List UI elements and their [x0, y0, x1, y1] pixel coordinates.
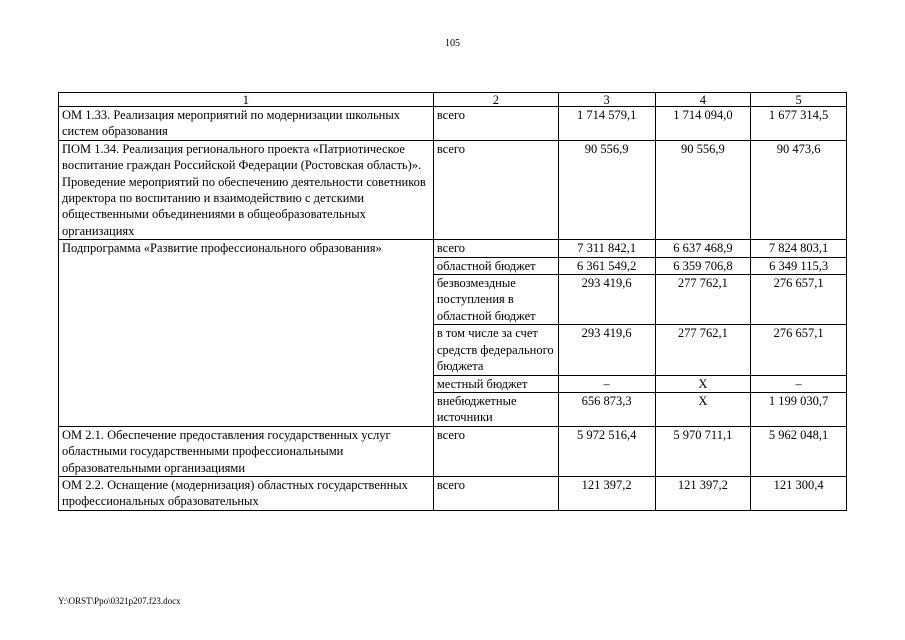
value-col5: 276 657,1	[751, 325, 847, 375]
funding-source: местный бюджет	[433, 375, 558, 392]
funding-source: всего	[433, 240, 558, 257]
value-col3: 1 714 579,1	[558, 107, 655, 141]
value-col3: 90 556,9	[558, 140, 655, 239]
value-col4: 5 970 711,1	[655, 426, 751, 476]
value-col5: 1 677 314,5	[751, 107, 847, 141]
activity-name: ОМ 2.1. Обеспечение предоставления государственных услуг областными государственными профессиональными образовательными организациями	[59, 426, 434, 476]
value-col5: 5 962 048,1	[751, 426, 847, 476]
activity-name: ОМ 1.33. Реализация мероприятий по модернизации школьных систем образования	[59, 107, 434, 141]
funding-source: внебюджетные источники	[433, 392, 558, 426]
value-col3: 5 972 516,4	[558, 426, 655, 476]
value-col4: 6 359 706,8	[655, 257, 751, 274]
table-row	[59, 140, 847, 239]
funding-source: всего	[433, 140, 558, 239]
column-header: 2	[433, 93, 558, 107]
value-col4: 277 762,1	[655, 325, 751, 375]
funding-source: областной бюджет	[433, 257, 558, 274]
value-col4: Х	[655, 392, 751, 426]
file-path-footer: Y:\ORST\Ppo\0321p207.f23.docx	[58, 596, 181, 606]
value-col3: 7 311 842,1	[558, 240, 655, 257]
column-header: 4	[655, 93, 751, 107]
value-col5: 6 349 115,3	[751, 257, 847, 274]
value-col4: 1 714 094,0	[655, 107, 751, 141]
value-col5: –	[751, 375, 847, 392]
value-col5: 7 824 803,1	[751, 240, 847, 257]
value-col4: 90 556,9	[655, 140, 751, 239]
activity-name: ПОМ 1.34. Реализация регионального проекта «Патриотическое воспитание граждан Российской Федерации (Ростовская область)». Проведение мероприятий по обеспечению деятельности советников директора по воспитанию и взаимодействию с детскими общественными объединениями в общеобразовательных организациях	[59, 140, 434, 239]
value-col3: 6 361 549,2	[558, 257, 655, 274]
page-number: 105	[445, 38, 460, 49]
budget-table	[58, 92, 847, 511]
value-col3: 293 419,6	[558, 275, 655, 325]
value-col3: 656 873,3	[558, 392, 655, 426]
funding-source: безвозмездные поступления в областной бюджет	[433, 275, 558, 325]
table-row	[59, 107, 847, 141]
activity-name: ОМ 2.2. Оснащение (модернизация) областных государственных профессиональных образовательных	[59, 476, 434, 510]
value-col4: 6 637 468,9	[655, 240, 751, 257]
value-col3: –	[558, 375, 655, 392]
funding-source: всего	[433, 107, 558, 141]
column-header: 5	[751, 93, 847, 107]
value-col4: 121 397,2	[655, 476, 751, 510]
value-col4: Х	[655, 375, 751, 392]
column-header: 3	[558, 93, 655, 107]
value-col4: 277 762,1	[655, 275, 751, 325]
value-col5: 90 473,6	[751, 140, 847, 239]
table-row	[59, 476, 847, 510]
table-row	[59, 426, 847, 476]
table-row	[59, 240, 847, 257]
value-col5: 121 300,4	[751, 476, 847, 510]
column-header: 1	[59, 93, 434, 107]
column-header-row	[59, 93, 847, 107]
funding-source: всего	[433, 476, 558, 510]
value-col3: 121 397,2	[558, 476, 655, 510]
value-col5: 276 657,1	[751, 275, 847, 325]
subprogram-name: Подпрограмма «Развитие профессионального образования»	[59, 240, 434, 426]
value-col5: 1 199 030,7	[751, 392, 847, 426]
funding-source: в том числе за счет средств федерального бюджета	[433, 325, 558, 375]
funding-source: всего	[433, 426, 558, 476]
value-col3: 293 419,6	[558, 325, 655, 375]
